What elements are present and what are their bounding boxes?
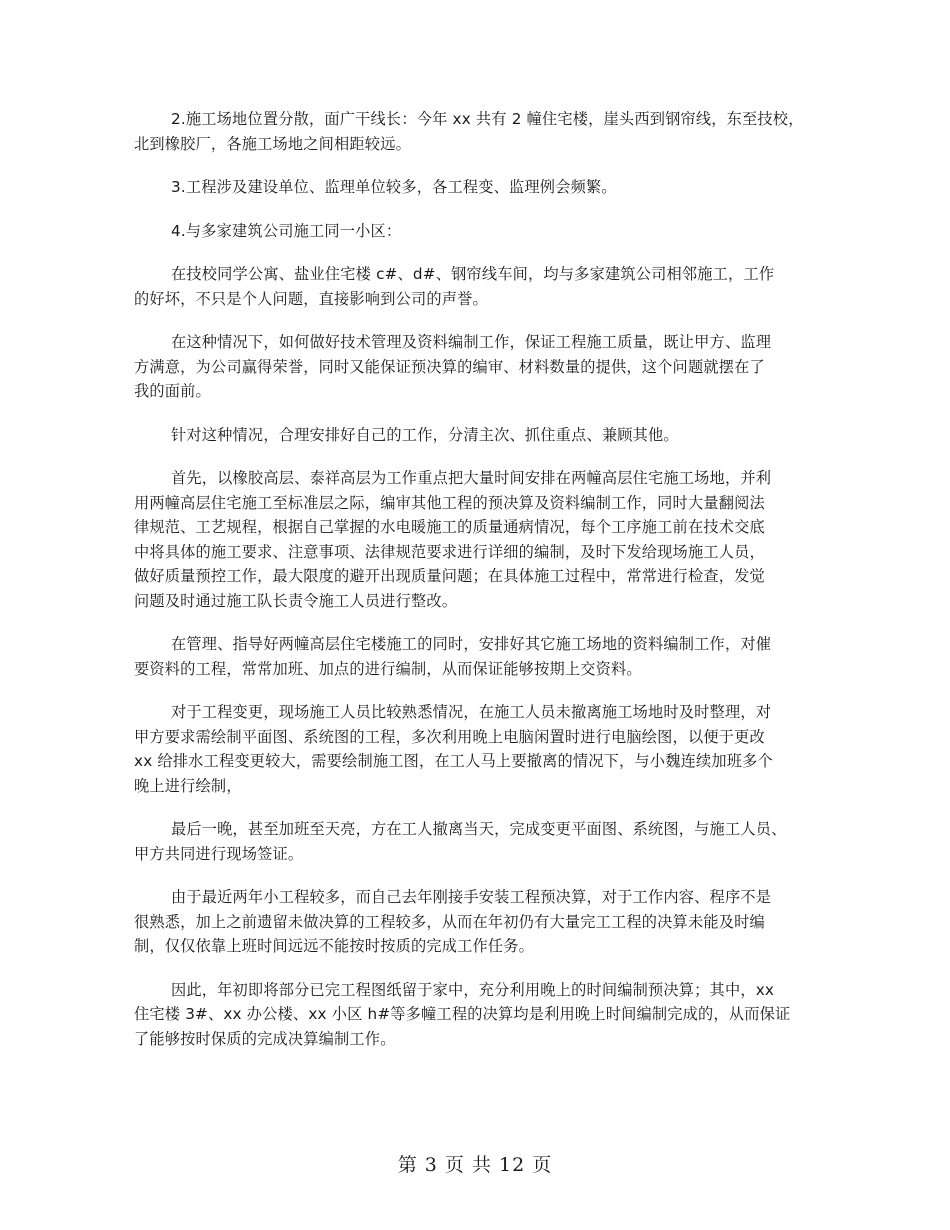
paragraph-line: 由于最近两年小工程较多，而自己去年刚接手安装工程预决算，对于工作内容、程序不是 [171, 888, 772, 906]
paragraph-line: 晚上进行绘制， [134, 776, 242, 795]
paragraph-line: 在管理、指导好两幢高层住宅楼施工的同时，安排好其它施工场地的资料编制工作，对催 [171, 635, 772, 653]
paragraph-line: 用两幢高层住宅施工至标准层之际，编审其他工程的预决算及资料编制工作，同时大量翻阅法 [134, 493, 765, 512]
paragraph-11 [134, 885, 824, 959]
paragraph-line: 方满意，为公司赢得荣誉，同时又能保证预决算的编审、材料数量的提供，这个问题就摆在了 [134, 357, 765, 376]
paragraph-line: 律规范、工艺规程，根据自己掌握的水电暖施工的质量通病情况，每个工序施工前在技术交底 [134, 518, 765, 536]
paragraph-4 [134, 262, 824, 311]
paragraph-line: 住宅楼 3#、xx 办公楼、xx 小区 h#等多幢工程的决算均是利用晚上时间编制完成的，从而保证 [134, 1005, 791, 1023]
paragraph-line: xx 给排水工程变更较大，需要绘制施工图，在工人马上要撤离的情况下，与小魏连续加班多个 [134, 752, 773, 770]
paragraph-line: 北到橡胶厂，各施工场地之间相距较远。 [134, 134, 411, 153]
paragraph-line: 2.施工场地位置分散，面广干线长：今年 xx 共有 2 幢住宅楼，崖头西到钢帘线，东至技校， [171, 110, 804, 128]
paragraph-10 [134, 817, 824, 866]
paragraph-line: 首先，以橡胶高层、泰祥高层为工作重点把大量时间安排在两幢高层住宅施工场地，并利 [171, 469, 772, 487]
paragraph-line: 针对这种情况，合理安排好自己的工作，分清主次、抓住重点、兼顾其他。 [171, 425, 679, 444]
paragraph-line: 因此，年初即将部分已完工程图纸留于家中，充分利用晚上的时间编制预决算；其中，xx [171, 980, 775, 999]
paragraph-8 [134, 632, 824, 681]
paragraph-line: 4.与多家建筑公司施工同一小区： [171, 221, 402, 240]
paragraph-line: 的好坏，不只是个人问题，直接影响到公司的声誉。 [134, 289, 488, 308]
paragraph-7 [134, 466, 824, 613]
paragraph-line: 了能够按时保质的完成决算编制工作。 [134, 1029, 396, 1048]
paragraph-line: 要资料的工程，常常加班、加点的进行编制，从而保证能够按期上交资料。 [134, 659, 642, 678]
paragraph-line: 在技校同学公寓、盐业住宅楼 c#、d#、钢帘线车间，均与多家建筑公司相邻施工，工作 [171, 265, 775, 283]
paragraph-line: 对于工程变更，现场施工人员比较熟悉情况，在施工人员未撤离施工场地时及时整理，对 [171, 703, 772, 721]
paragraph-1 [134, 107, 824, 156]
paragraph-line: 制，仅仅依靠上班时间远远不能按时按质的完成工作任务。 [134, 937, 535, 955]
paragraph-6 [134, 423, 824, 448]
paragraph-line: 在这种情况下，如何做好技术管理及资料编制工作，保证工程施工质量，既让甲方、监理 [171, 333, 772, 351]
document-body [134, 107, 824, 1070]
paragraph-5 [134, 330, 824, 404]
paragraph-line: 很熟悉，加上之前遗留未做决算的工程较多，从而在年初仍有大量完工工程的决算未能及时编 [134, 912, 765, 931]
paragraph-line: 甲方要求需绘制平面图、系统图的工程，多次利用晚上电脑闲置时进行电脑绘图，以便于更改 [134, 727, 765, 746]
paragraph-line: 最后一晚，甚至加班至天亮，方在工人撤离当天，完成变更平面图、系统图，与施工人员、 [171, 820, 787, 838]
paragraph-9 [134, 700, 824, 798]
paragraph-3 [134, 219, 824, 244]
paragraph-line: 甲方共同进行现场签证。 [134, 844, 304, 863]
paragraph-line: 我的面前。 [134, 382, 211, 400]
paragraph-line: 问题及时通过施工队长责令施工人员进行整改。 [134, 591, 458, 610]
paragraph-2 [134, 175, 824, 200]
paragraph-line: 3.工程涉及建设单位、监理单位较多，各工程变、监理例会频繁。 [171, 178, 617, 196]
page-number-footer: 第 3 页 共 12 页 [397, 1154, 553, 1176]
paragraph-line: 中将具体的施工要求、注意事项、法律规范要求进行详细的编制，及时下发给现场施工人员， [134, 542, 765, 561]
paragraph-12 [134, 978, 824, 1052]
paragraph-line: 做好质量预控工作，最大限度的避开出现质量问题；在具体施工过程中，常常进行检查，发觉 [134, 567, 765, 585]
